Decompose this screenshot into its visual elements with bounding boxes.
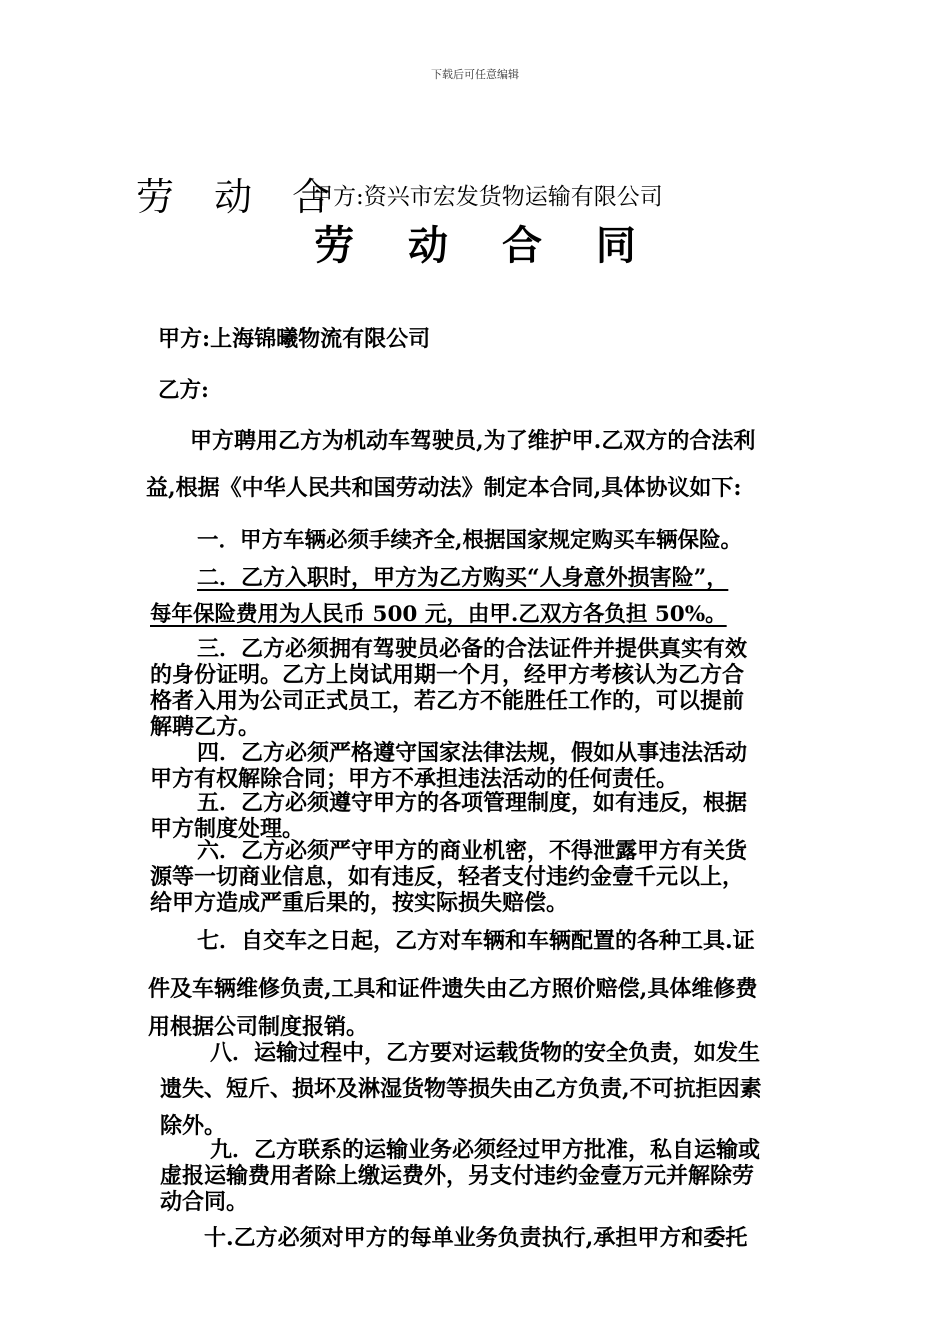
clause-1-line-1: 一．甲方车辆必须手续齐全,根据国家规定购买车辆保险。 bbox=[197, 528, 742, 553]
clause-3-line-3: 格者入用为公司正式员工，若乙方不能胜任工作的，可以提前 bbox=[150, 688, 745, 714]
intro-line-2: 益,根据《中华人民共和国劳动法》制定本合同,具体协议如下: bbox=[146, 475, 742, 501]
clause-6-line-1: 六．乙方必须严守甲方的商业机密，不得泄露甲方有关货 bbox=[197, 838, 748, 864]
clause-7-line-3: 用根据公司制度报销。 bbox=[148, 1014, 369, 1040]
clause-2-line-1: 二．乙方入职时，甲方为乙方购买“人身意外损害险”， bbox=[197, 565, 729, 591]
clause-3-line-2: 的身份证明。乙方上岗试用期一个月，经甲方考核认为乙方合 bbox=[150, 662, 745, 688]
clause-8-line-3: 除外。 bbox=[160, 1113, 227, 1139]
clause-5-line-1: 五．乙方必须遵守甲方的各项管理制度，如有违反，根据 bbox=[197, 790, 748, 816]
clause-7-line-1: 七．自交车之日起，乙方对车辆和车辆配置的各种工具.证 bbox=[197, 928, 755, 954]
clause-8-line-1: 八．运输过程中，乙方要对运载货物的安全负责，如发生 bbox=[210, 1040, 761, 1066]
clause-5-line-2: 甲方制度处理。 bbox=[150, 816, 305, 842]
clause-6-line-2: 源等一切商业信息，如有违反，轻者支付违约金壹千元以上， bbox=[150, 864, 745, 890]
clause-9-line-1: 九．乙方联系的运输业务必须经过甲方批准，私自运输或 bbox=[210, 1137, 761, 1163]
clause-4-line-2: 甲方有权解除合同；甲方不承担违法活动的任何责任。 bbox=[150, 766, 679, 792]
clause-9-line-2: 虚报运输费用者除上缴运费外，另支付违约金壹万元并解除劳 bbox=[160, 1163, 755, 1189]
clause-4-line-1: 四．乙方必须严格遵守国家法律法规，假如从事违法活动 bbox=[197, 740, 748, 766]
party-a-line: 甲方:上海锦曦物流有限公司 bbox=[158, 326, 431, 352]
clause-3-line-1: 三．乙方必须拥有驾驶员必备的合法证件并提供真实有效 bbox=[197, 636, 748, 662]
clause-6-line-3: 给甲方造成严重后果的，按实际损失赔偿。 bbox=[150, 890, 569, 916]
old-document-title: 劳 动 合 bbox=[136, 175, 345, 219]
page-header-note: 下载后可任意编辑 bbox=[431, 68, 519, 81]
clause-10-line-1: 十.乙方必须对甲方的每单业务负责执行,承担甲方和委托 bbox=[204, 1225, 748, 1251]
clause-3-line-4: 解聘乙方。 bbox=[150, 714, 261, 740]
old-party-a-line: 甲方:资兴市宏发货物运输有限公司 bbox=[310, 184, 663, 210]
intro-line-1: 甲方聘用乙方为机动车驾驶员,为了维护甲.乙双方的合法利 bbox=[190, 428, 756, 454]
page-title: 劳 动 合 同 bbox=[314, 222, 656, 269]
clause-7-line-2: 件及车辆维修负责,工具和证件遗失由乙方照价赔偿,具体维修费 bbox=[148, 976, 758, 1002]
party-b-line: 乙方: bbox=[158, 378, 209, 403]
clause-2-line-2: 每年保险费用为人民币 500 元，由甲.乙双方各负担 50%。 bbox=[150, 602, 727, 627]
clause-8-line-2: 遗失、短斤、损坏及淋湿货物等损失由乙方负责,不可抗拒因素 bbox=[160, 1076, 762, 1102]
clause-9-line-3: 动合同。 bbox=[160, 1189, 249, 1215]
